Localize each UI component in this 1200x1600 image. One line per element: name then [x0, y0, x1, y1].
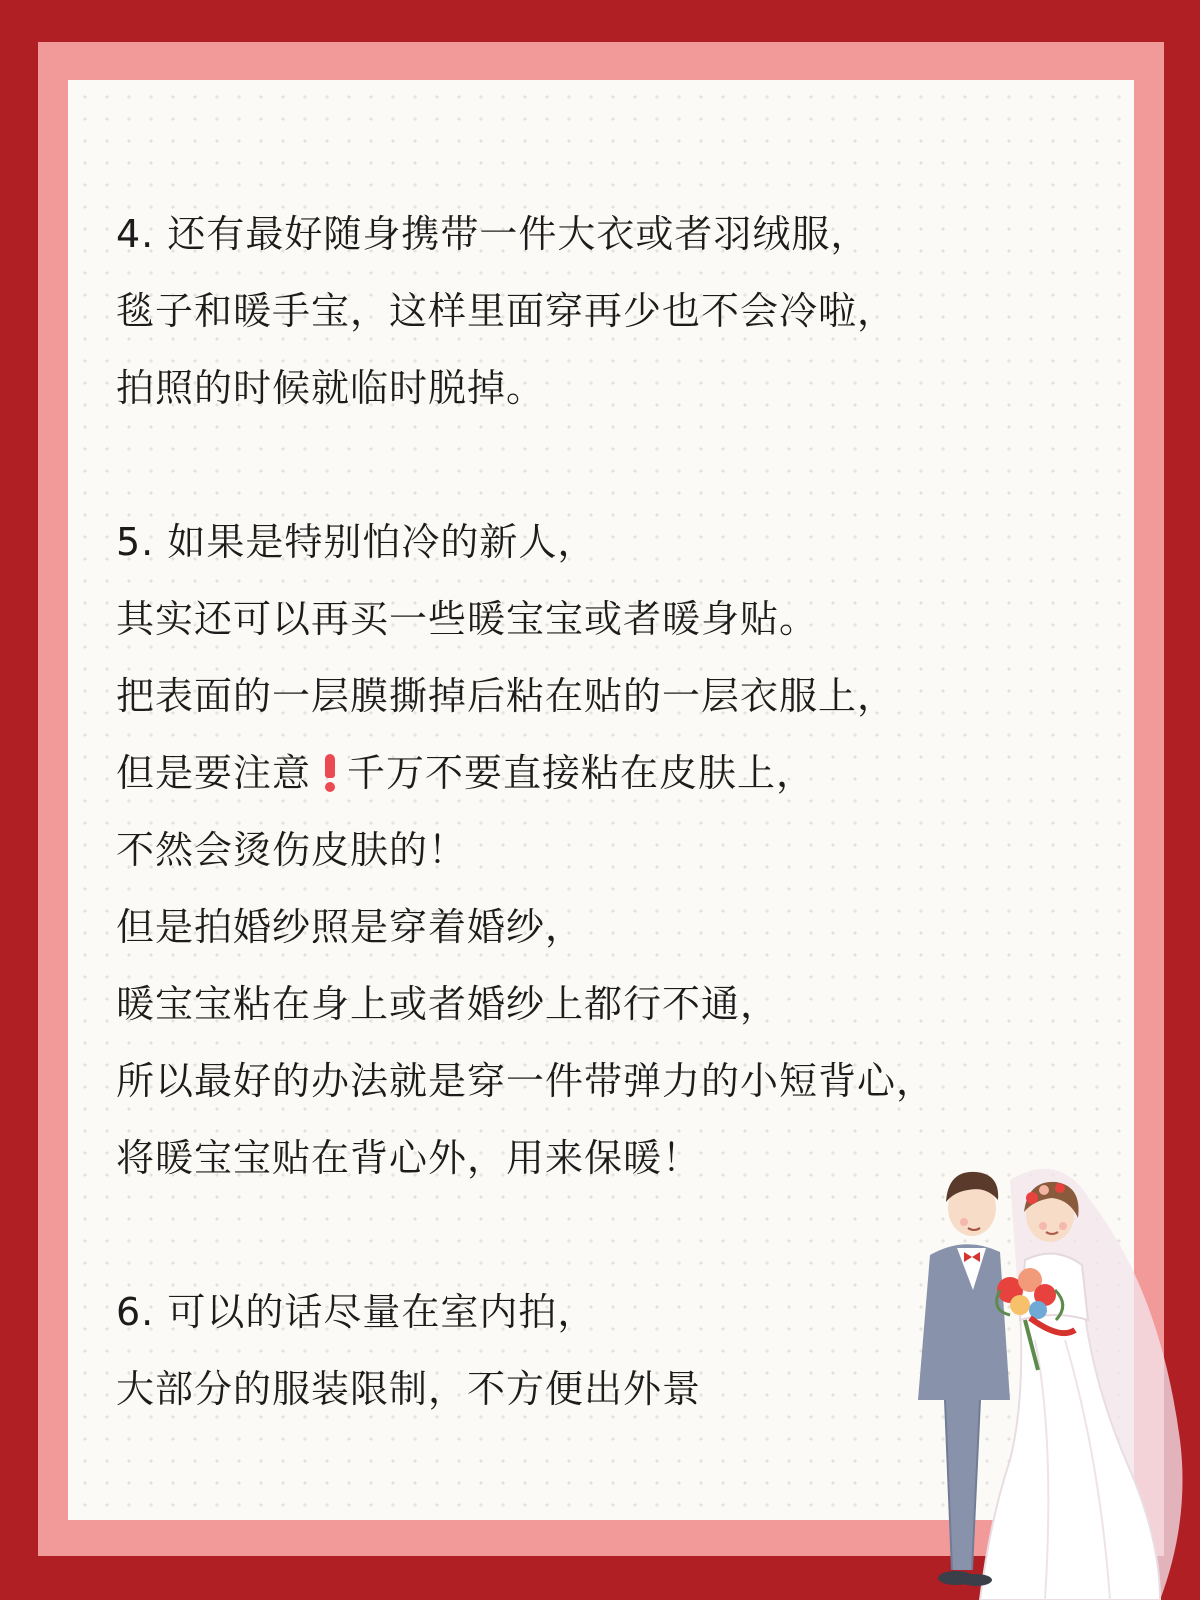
p6-line-1: 6. 可以的话尽量在室内拍， — [116, 1290, 597, 1334]
paragraph-spacer — [116, 427, 1126, 504]
exclamation-icon — [317, 752, 343, 792]
p4-line-2: 毯子和暖手宝，这样里面穿再少也不会冷啦， — [116, 289, 897, 333]
p5-line-7: 暖宝宝粘在身上或者婚纱上都行不通， — [116, 982, 780, 1026]
p5-line-1: 5. 如果是特别怕冷的新人， — [116, 520, 597, 564]
warning-text-after: 千万不要直接粘在皮肤上， — [347, 751, 816, 795]
p5-line-8: 所以最好的办法就是穿一件带弹力的小短背心， — [116, 1059, 936, 1103]
p5-line-2: 其实还可以再买一些暖宝宝或者暖身贴。 — [116, 597, 819, 641]
p5-line-3: 把表面的一层膜撕掉后粘在贴的一层衣服上， — [116, 674, 897, 718]
p5-line-9: 将暖宝宝贴在背心外，用来保暖！ — [116, 1136, 702, 1180]
p4-line-1: 4. 还有最好随身携带一件大衣或者羽绒服， — [116, 212, 870, 256]
p5-warning-line — [116, 735, 1126, 812]
p4-line-3: 拍照的时候就临时脱掉。 — [116, 366, 546, 410]
p6-line-2: 大部分的服装限制，不方便出外景 — [116, 1367, 702, 1411]
p5-line-6: 但是拍婚纱照是穿着婚纱， — [116, 905, 585, 949]
warning-text-before: 但是要注意 — [116, 751, 312, 795]
wedding-couple-illustration — [860, 1140, 1200, 1600]
p5-line-5: 不然会烫伤皮肤的！ — [116, 828, 468, 872]
